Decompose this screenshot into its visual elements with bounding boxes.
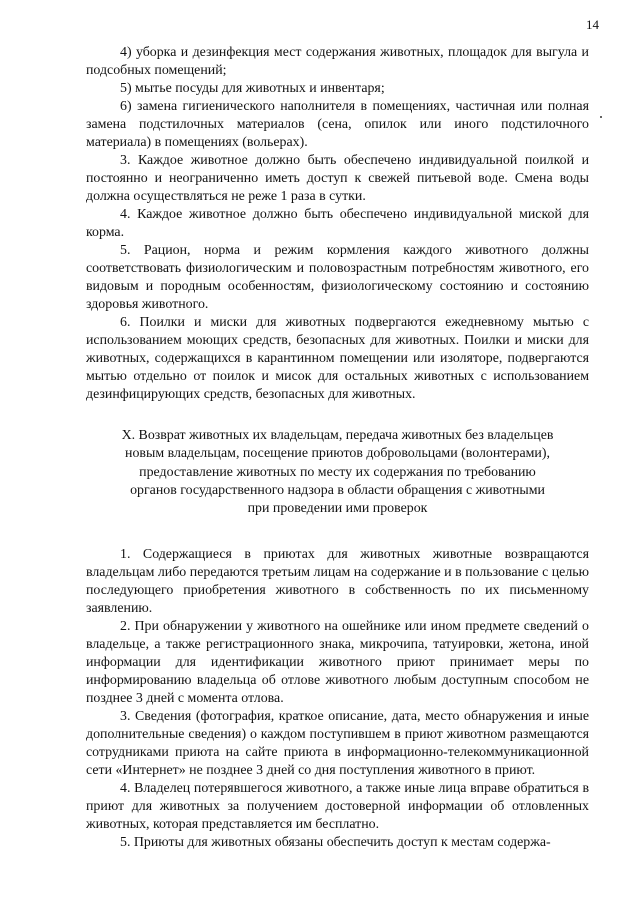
document-body — [86, 44, 589, 852]
paragraph-item-5: 5) мытье посуды для животных и инвентаря; — [120, 81, 385, 96]
paragraph-3: 3. Каждое животное должно быть обеспечено индивидуальной поилкой и постоянно и неограниченно иметь доступ к свежей питьевой воде. Смена воды должна осуществляться не реже 1 раза в сутки. — [86, 153, 589, 204]
heading-line: X. Возврат животных их владельцам, передача животных без владельцев — [121, 428, 554, 443]
page-number: 14 — [586, 17, 599, 32]
heading-line: органов государственного надзора в области обращения с животными — [130, 482, 545, 498]
heading-line: новым владельцам, посещение приютов добровольцами (волонтерами), — [125, 446, 550, 462]
paragraph-section-2: 2. При обнаружении у животного на ошейнике или ином предмете сведений о владельце, а также регистрационного знака, микрочипа, татуировки, жетона, иной информации для идентификации животного приют принимает меры по информированию владельца об отлове животного любым доступным способом не позднее 3 дней с момента отлова. — [86, 619, 589, 707]
section-heading — [86, 427, 589, 518]
paragraph-item-4: 4) уборка и дезинфекция мест содержания животных, площадок для выгула и подсобных помещений; — [86, 45, 589, 78]
paragraph-section-5: 5. Приюты для животных обязаны обеспечить доступ к местам содержа- — [120, 835, 551, 851]
heading-line: предоставление животных по месту их содержания по требованию — [139, 464, 536, 480]
scan-speck — [600, 116, 602, 118]
paragraph-item-6: 6) замена гигиенического наполнителя в помещениях, частичная или полная замена подстилочных материалов (сена, опилок или иного подстилочного материала) в помещениях (вольерах). — [86, 99, 589, 150]
paragraph-section-1: 1. Содержащиеся в приютах для животных животные возвращаются владельцам либо передаются третьим лицам на содержание и в пользование с целью последующего приобретения животного в собственность по их письменному заявлению. — [86, 547, 589, 617]
paragraph-section-4: 4. Владелец потерявшегося животного, а также иные лица вправе обратиться в приют для животных за получением достоверной информации об отловленных животных, которая представляется им бесплатно. — [86, 781, 589, 833]
heading-line: при проведении ими проверок — [247, 501, 428, 517]
paragraph-section-3: 3. Сведения (фотография, краткое описание, дата, место обнаружения и иные дополнительные сведения) о каждом поступившем в приют животном размещаются сотрудниками приюта на сайте приюта в информационно-телекоммуникационной сети «Интернет» не позднее 3 дней со дня поступления животного в приют. — [86, 709, 589, 779]
paragraph-4: 4. Каждое животное должно быть обеспечено индивидуальной миской для корма. — [86, 207, 589, 240]
paragraph-6: 6. Поилки и миски для животных подвергаются ежедневному мытью с использованием моющих средств, безопасных для животных. Поилки и миски для животных, содержащихся в карантинном помещении или изоляторе, подвергаются мытью отдельно от поилок и мисок для остальных животных с использованием дезинфицирующих средств, безопасных для животных. — [86, 315, 589, 402]
paragraph-5: 5. Рацион, норма и режим кормления каждого животного должны соответствовать физиологическим и половозрастным потребностям животного, его видовым и породным особенностям, физиологическому состоянию и состоянию здоровья животного. — [86, 243, 589, 312]
